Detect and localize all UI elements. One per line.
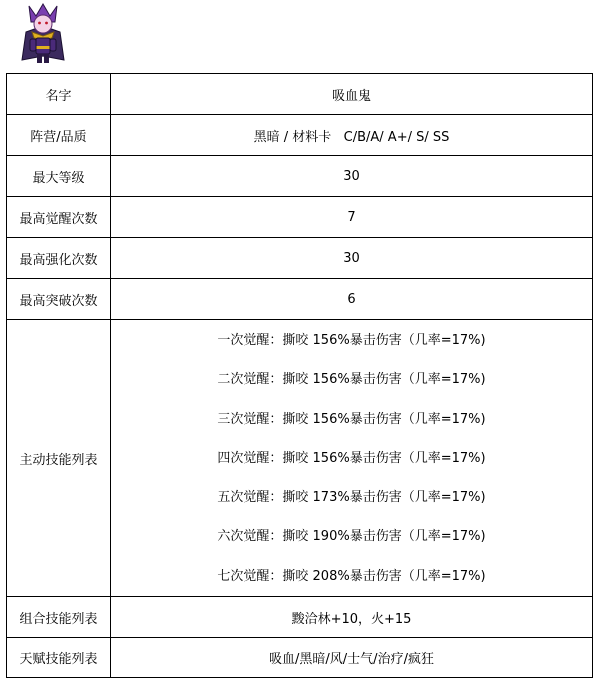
max-enhance-label: 最高强化次数 [7, 238, 111, 279]
active-skills-cell [111, 320, 593, 597]
table-row [7, 320, 593, 597]
talent-skills-value: 吸血/黑暗/风/士气/治疗/疯狂 [111, 638, 593, 678]
skill-item-1: 一次觉醒：撕咬 156%暴击伤害（几率=17%) [217, 333, 486, 348]
combo-skills-label: 组合技能列表 [7, 597, 111, 638]
max-breakthrough-label: 最高突破次数 [7, 279, 111, 320]
table-row [7, 74, 593, 115]
table-row [7, 597, 593, 638]
table-row [7, 156, 593, 197]
camp-quality-label: 阵营/品质 [7, 115, 111, 156]
max-awaken-label: 最高觉醒次数 [7, 197, 111, 238]
table-row [7, 238, 593, 279]
table-row [7, 638, 593, 678]
camp-quality-value: 黑暗 / 材料卡 C/B/A/ A+/ S/ SS [111, 115, 593, 156]
skill-item-3: 三次觉醒：撕咬 156%暴击伤害（几率=17%) [217, 411, 486, 427]
active-skills-label: 主动技能列表 [7, 320, 111, 597]
skill-item-7: 七次觉醒：撕咬 208%暴击伤害（几率=17%) [217, 568, 486, 584]
max-enhance-value: 30 [111, 238, 593, 279]
max-level-value: 30 [111, 156, 593, 197]
talent-skills-label: 天赋技能列表 [7, 638, 111, 678]
max-breakthrough-value: 6 [111, 279, 593, 320]
skill-item-2: 二次觉醒：撕咬 156%暴击伤害（几率=17%) [217, 372, 486, 388]
vampire-avatar-icon [20, 2, 66, 66]
name-label: 名字 [7, 74, 111, 115]
skill-item-6: 六次觉醒：撕咬 190%暴击伤害（几率=17%) [217, 529, 486, 545]
character-info-table [6, 73, 593, 678]
table-row [7, 115, 593, 156]
name-value: 吸血鬼 [111, 74, 593, 115]
skill-item-5: 五次觉醒：撕咬 173%暴击伤害（几率=17%) [217, 490, 486, 506]
active-skills-list [111, 320, 592, 596]
skill-item-4: 四次觉醒：撕咬 156%暴击伤害（几率=17%) [217, 450, 486, 466]
max-level-label: 最大等级 [7, 156, 111, 197]
table-row [7, 279, 593, 320]
table-row [7, 197, 593, 238]
combo-skills-value: 黢洽林+10，火+15 [111, 597, 593, 638]
max-awaken-value: 7 [111, 197, 593, 238]
